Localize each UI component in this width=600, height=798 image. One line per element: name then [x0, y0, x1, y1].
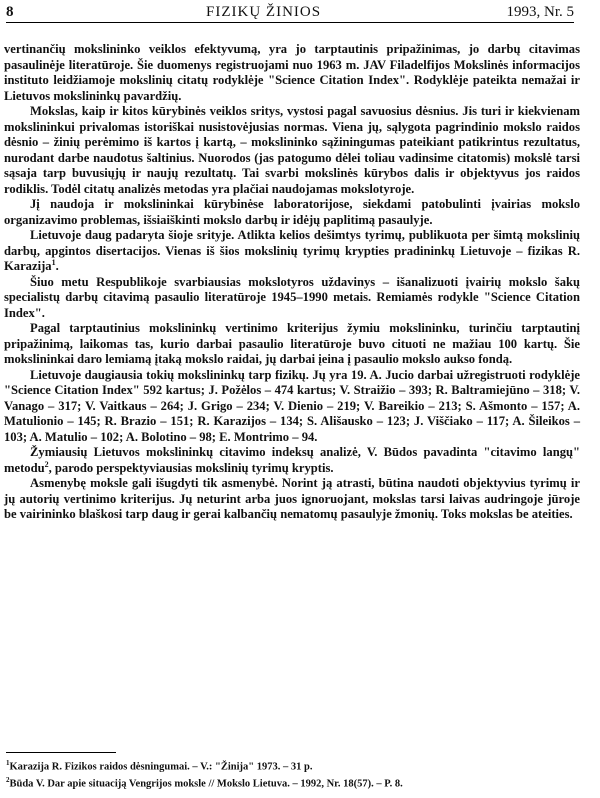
footnote-ref: 1 [51, 257, 56, 267]
article-body [4, 42, 580, 523]
paragraph-text: Žymiausių Lietuvos mokslininkų citavimo indeksų analizė, V. Būdos pavadinta "citavimo langų" metodu [4, 445, 580, 475]
paragraph [4, 445, 580, 476]
header-rule [6, 22, 574, 23]
paragraph: Lietuvoje daugiausia tokių mokslininkų tarp fizikų. Jų yra 19. A. Jucio darbai užregistruoti rodyklėje "Science Citation Index" 592 kartus; J. Požėlos – 474 kartus; V. Straižio – 393; R. Baltramiejūno – 318; V. Vanago – 317; V. Vaitkaus – 264; J. Grigo – 234; V. Dienio – 219; V. Bareikio – 213; S. Ašmonto – 157; A. Matulionio – 145; R. Brazio – 151; R. Karazijos – 134; S. Ališausko – 123; J. Viščiako – 117; A. Šileikos – 103; A. Matulio – 102; A. Bolotino – 98; E. Montrimo – 94. [4, 367, 580, 444]
paragraph: Lietuvoje daug padaryta šioje srityje. Atlikta kelios dešimtys tyrimų, publikuota per šimtą mokslinių darbų, apgintos disertacijos. Vienas iš šios mokslinių tyrimų krypties pradininkų Lietuvoje – fizikas R. Karazija$^1$. [4, 228, 580, 273]
footnotes [6, 757, 578, 790]
paragraph: Asmenybę moksle gali išugdyti tik asmenybė. Norint ją atrasti, būtina naudoti objektyvius tyrimų ir jų autorių vertinimo kriterijus. Jų neturint arba juos ignoruojant, mokslas tarsi laivas audringoje jūroje be vairininko blaškosi tarp daug ir gerai kalbančių nematomų pasaulyje žmonių. Toks mokslas be ateities. [4, 476, 580, 521]
footnote-mark: 1 [6, 759, 10, 767]
paragraph: Mokslas, kaip ir kitos kūrybinės veiklos sritys, vystosi pagal savuosius dėsnius. Jis turi ir kiekvienam mokslininkui privalomas istoriškai nusistovėjusias normas. Viena jų, sąlygota pagrindinio mokslo raidos dėsnio – žinių perėmimo iš kartos į kartą, – mokslininko sąžiningumas pateikiant patikrintus rezultatus, nurodant darbe naudotus šaltinius. Nuorodos (jas patogumo dėlei toliau vadinsime citatomis) mokslė tarsi sąsaja tarp buvusiųjų ir naujų rezultatų. Tai svarbi mokslinės kūrybos dalis ir objektyvus jos raidos rodiklis. Todėl citatų analizės metodas yra plačiai naudojamas mokslotyroje. [4, 104, 580, 196]
journal-title: FIZIKŲ ŽINIOS [206, 4, 322, 20]
footnote-rule [6, 752, 116, 753]
footnote-text: Būda V. Dar apie situaciją Vengrijos moksle // Mokslo Lietuva. – 1992, Nr. 18(57). – P. 8. [9, 778, 403, 789]
paragraph: Jį naudoja ir mokslininkai kūrybinėse laboratorijose, siekdami patobulinti įvairias mokslo organizavimo problemas, išsiaiškinti mokslo darbų ir idėjų paplitimą pasaulyje. [4, 197, 580, 227]
paragraph: Pagal tarptautinius mokslininkų vertinimo kriterijus žymiu mokslininku, turinčiu tarptautinį pripažinimą, laikomas tas, kurio darbai pasaulio literatūroje buvo cituoti ne mažiau 100 kartų. Šie mokslininkai daro lemiamą įtaką mokslo raidai, jų darbai įeina į pasaulio mokslo aukso fondą. [4, 321, 580, 366]
footnote [6, 757, 578, 774]
footnote-mark: 2 [6, 775, 10, 784]
issue-label: 1993, Nr. 5 [506, 4, 574, 20]
paragraph-text: , parodo perspektyviausias mokslinių tyrimų kryptis. [48, 460, 334, 475]
footnote [6, 774, 578, 791]
paragraph: vertinančių mokslininko veiklos efektyvumą, yra jo tarptautinis pripažinimas, jo darbų citavimas pasaulinėje literatūroje. Šie duomenys registruojami nuo 1963 m. JAV Filadelfijos Mokslinės informacijos instituto leidžiamoje mokslinių citatų rodyklėje "Science Citation Index". Rodyklėje pateikta nemažai ir Lietuvos mokslininkų pavardžių. [4, 42, 580, 103]
paragraph-text: Lietuvoje daug padaryta šioje srityje. Atlikta kelios dešimtys tyrimų, publikuota per šimtą mokslinių darbų, apgintos disertacijos. Vienas iš šios mokslinių tyrimų krypties pradininkų Lietuvoje – fizikas R. Karazija [4, 228, 580, 273]
footnote-text: Karazija R. Fizikos raidos dėsningumai. – V.: "Žinija" 1973. – 31 p. [9, 761, 313, 773]
page-header [6, 2, 574, 24]
page-number: 8 [6, 4, 14, 20]
paragraph: Šiuo metu Respublikoje svarbiausias mokslotyros uždavinys – išanalizuoti įvairių mokslo šakų specialistų darbų citavimą pasaulio literatūroje 1945–1990 metais. Remiamės rodykle "Science Citation Index". [4, 274, 580, 320]
footnote-ref: 2 [44, 459, 49, 469]
